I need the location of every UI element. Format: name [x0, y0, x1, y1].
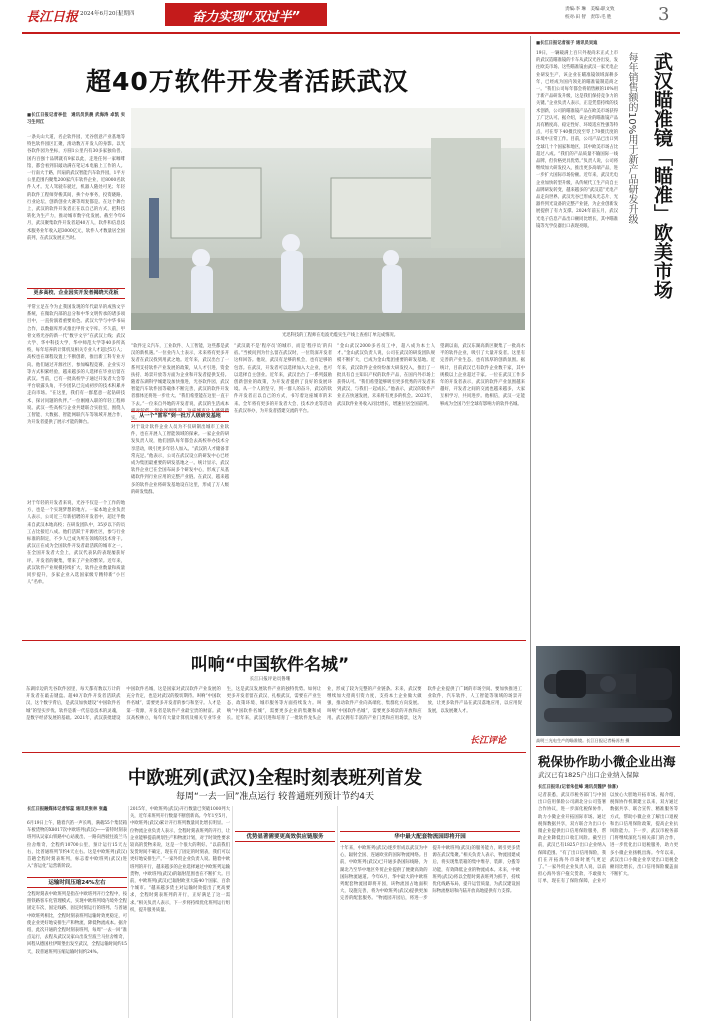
factory-photo	[131, 108, 525, 330]
masthead	[0, 0, 702, 38]
right-column-divider	[530, 36, 531, 1021]
scope-caption: 高明三光电生产的瞄准镜。长江日报记者杨苏杰 摄	[536, 738, 630, 743]
paper-logo: 長江日报	[26, 10, 79, 25]
scope-body: 19日，一辆载满上百只外观尚未正式上市的武汉造瞄准镜的卡车从武汉光谷出发，发往欧美市场。这些瞄准镜由武汉一家光电企业研发生产，该企业在瞄准镜领域深耕多年，已经成为国内领先的瞄准镜制造商之一。“我们公司每年都会将销售额的10%用于新产品研发升级，这是我们保持竞争力的关键。”企业负责人表示，正是凭借持续的技术创新，公司的瞄准镜产品在欧美市场获得了广泛认可。据介绍，该企业的瞄准镜产品具有精度高、稳定性好、环境适应性强等特点，可在零下40摄氏度至零上70摄氏度的环境中正常工作。目前，公司产品已出口到全球几十个国家和地区，其中欧美市场占比超过八成。“我们的产品质量不输国际一线品牌，但价格更具优势。”负责人说，公司将继续加大研发投入，推出更多高端产品，进一步扩大国际市场份额。近年来，武汉光电企业加快转型升级，从传统代工生产向自主品牌研发转变，越来越多的“武汉造”光电产品走向世界。武汉光谷已形成从光芯片、光器件到光设备的完整产业链，为企业创新发展提供了有力支撑。2024年前五月，武汉光电子信息产品出口额同比增长，其中瞄准镜等光学仪器出口表现亮眼。	[536, 51, 618, 229]
rail-subtitle: 每周“一去一回”准点运行 较普通班列预计节约4天	[176, 792, 374, 802]
rail-body3: 2015年，中欧班列(武汉)开行数量已突破1000列大关，近年来班列开行数量不断创新高。今年1至5月，中欧班列(武汉)累计开行班列数量同比增长明显。一位物流企业负责人表示，全程时刻表班列的开行，让企业能够提前规划生产和物流计划，对于时效性要求较高的货物来说，这是一个很大的利好。“以前我们发货时间不确定，现在有了固定的时刻表，我们可以更好地安排生产。”一家外贸企业负责人说。随着中欧班列的开行，越来越多的企业选择通过中欧班列运输货物，中欧班列(武汉)的辐射范围也在不断扩大。目前，中欧班列(武汉)已辐射欧亚大陆40个国家、百余个城市。“越来越多货主对运输时效提出了更高要求，全程时刻表班列的开行，正好满足了这一需求。”相关负责人表示，下一步将持续优化班列运行组织，提升服务质量。	[130, 807, 230, 913]
tax-headline: 税保协作助小微企业出海	[538, 754, 676, 769]
rifle-scope-illustration	[536, 646, 680, 736]
commentary-title: 叫响“中国软件名城”	[190, 655, 350, 675]
masthead-rule	[22, 32, 680, 34]
tax-body: 记者获悉，武汉市税务部门与中国出口信用保险公司湖北分公司签署合作协议，进一步深化税保协作，助力小微企业开拓国际市场。通过税保数据共享，双方联合为出口小微企业提供出口信用保险服务，帮助企业降低出口收汇风险。截至目前，武汉已有1825户出口企业纳入保障范围。“有了出口信用保险，我们在开拓海外市场时底气更足了。”一家外贸企业负责人说，以前担心海外客户拖欠货款，不敢接大订单，现在有了保险保障，企业可以放心大胆地开拓市场。据介绍，税保协作机制建立以来，双方通过数据共享、联合宣传、精准服务等方式，帮助小微企业了解出口退税和出口信用保险政策，提高企业抗风险能力。下一步，武汉市税务部门将继续深化与相关部门的合作，进一步优化出口退税服务，助力更多小微企业扬帆出海。今年以来，武汉出口小微企业享受出口退税金额同比增长，出口信用保险覆盖面不断扩大。	[538, 793, 678, 885]
body-col4: “金山武汉2000多名员工中，超八成为本土人才。”金山武汉负责人说，公司在武汉的研发团队规模不断扩大，已成为金山集团重要的研发基地。近年来，武汉软件企业纷纷加大研发投入，推出了一批具有自主知识产权的软件产品，在国内外市场上获得认可。“我们希望能够吸引更多优秀的开发者来到武汉，与我们一起成长。”他表示，武汉的软件产业正在快速发展，未来将有更多的机会。2023年，武汉软件业务收入同比增长，增速位居全国前列。	[337, 344, 435, 407]
rail-body1: 6月19日上午，随着汽笛一声长鸣，满载55个集装箱车板货物的X8017次中欧班列(武汉)——雷特时刻表班列从吴家山铁路中心站驶出，一路向西驶往波兰马拉舍维奇，全程约10700公里，预计运行15天左右，比普通班列节约4天左右。这是中欧班列(武汉)首趟全程时刻表班列，标志着中欧班列(武汉)进入“客运化”运营新阶段。	[27, 821, 127, 870]
cleanroom-illustration	[131, 108, 525, 330]
commentary-badge: 长江评论	[470, 736, 507, 746]
photo-caption: 光迅科技的工程师在电波光缆实生产线上查看订单完成情况。	[281, 333, 398, 338]
body-col5: 望湖以南，武汉东湖高新区聚集了一批高水平的软件企业，吸引了大量开发者。这里有完善的产业生态，也有浓厚的创新氛围。据统计，目前武汉已有软件企业数千家，其中规模以上企业超过千家。一位在武汉工作多年的开发者表示，武汉的软件产业氛围越来越好，开发者之间的交流也越来越多，大家互相学习、共同进步。他相信，武汉一定能够成为全国乃至全球有影响力的软件名城。	[440, 344, 525, 407]
commentary-byline: 长江日报评论员鲁珊	[249, 677, 291, 682]
col-rule-2	[232, 806, 233, 1018]
scope-byline: ■长江日报记者崔子 通讯员吴迪	[536, 41, 598, 46]
rail-body4: 十年来，中欧班列(武汉)逐步形成以武汉为中心，辐射全国、连通欧亚的国际物流网络。目前，中欧班列(武汉)已开通多条国际线路，为湖北乃至华中地区外贸企业提供了便捷高效的国际物流通道。今年6月，华中最大的中欧班列配套物流园即将开园，该物流园占地面积大，设施完善，将为中欧班列(武汉)提供更加完善的配套服务。“物流园开园后，将进一步提升中欧班列(武汉)的服务能力，吸引更多货源在武汉集聚。”相关负责人表示，物流园建成后，将实现集装箱的集中堆存、装卸、分拨等功能，有效降低企业的物流成本。未来，中欧班列(武汉)将以全程时刻表班列为抓手，持续优化线路布局，提升运营质量，为武汉建设国际物流枢纽和内陆开放高地提供有力支撑。	[340, 846, 520, 902]
byline: ■长江日报记者李佳 通讯员洪晨 武海涛 卓凯 实习生何江	[27, 113, 125, 126]
scope-vertical-sub: 每年销售额的10%用于新产品研发升级	[626, 52, 637, 225]
scope-vertical-title: 武汉瞄准镜「瞄准」欧美市场	[651, 52, 673, 299]
body-col1-lower: 对于年轻的开发者来说，光谷不仅是一个工作的地方，也是一个实现梦想的地方。一家本地企业负责人表示，公司近三年新招聘的开发者中，超过半数来自武汉本地高校；在研发团队中，35岁以下的员工占比接近八成。他们活跃于开源社区，参与行业标准的制定，不少人已成为所在领域的技术骨干。武汉正在成为全国软件开发者最活跃的城市之一。在全国开发者大会上，武汉代表队的表现屡获好评。开发者的聚集，带来了产业的繁荣。近年来，武汉软件产业规模持续扩大，软件企业数量和质量同步提升，多家企业入选国家级专精特新“小巨人”名单。	[27, 501, 125, 586]
col-rule-3	[337, 806, 338, 1018]
col-rule-1	[128, 806, 129, 1018]
scope-photo	[536, 646, 680, 736]
subhead-universities: 更多高校、企业因实开发者揭晓天花板	[33, 290, 119, 296]
rail-body2: 全程时刻表中欧班列是指在中欧班列开行全程中，按照铁路客车化管理模式，实现中欧班列境内境外全程固定车次、固定线路、固定时刻运行的班列。与普通中欧班列相比，全程时刻表班列运输时效更稳定，可使企业更好地安排生产和物流，降低物流成本。据介绍，此次开通的全程时刻表班列，每周“一去一回”准点运行，去程从武汉吴家山出发至波兰马拉舍维奇，回程从德国杜伊斯堡出发至武汉，全程运输时间约15天，较普通班列压缩运输时间约24%。	[27, 892, 127, 955]
rail-body3b	[235, 845, 335, 1019]
rail-head-time: 运输时间压缩24%左右	[48, 880, 106, 886]
subhead-base: 从一个“雷军”到一批万人级研发基地	[139, 413, 221, 419]
issue-date: 2024年6月20日	[80, 11, 121, 17]
commentary-body: 东湖岸边的光谷软件园里，每天都有数以万计的开发者在敲击键盘。超40万软件开发者活跃武汉，这个数字背后，是武汉加快建设“中国软件名城”的坚实步伐。软件是新一代信息技术的灵魂，是数字经济发展的基础。2021年，武汉获批建设中国软件名城，这是国家对武汉软件产业发展的充分肯定，也是对武汉的殷切期待。叫响“中国软件名城”，需要更多开发者的参与和坚守。人才是第一资源，开发者是软件产业最宝贵的财富。武汉高校林立，每年有大量计算机及相关专业毕业生，这是武汉发展软件产业的独特优势。如何让更多开发者留在武汉、扎根武汉，需要在产业生态、政策环境、城市服务等方面持续发力。叫响“中国软件名城”，需要更多企业的集聚和成长。近年来，武汉引进和培育了一批软件龙头企业，形成了较为完整的产业链条。未来，武汉要继续加大招商引资力度，支持本土企业做大做强，推动软件产业向高端化、集群化方向发展。叫响“中国软件名城”，需要更多场景的开放和应用。武汉拥有丰富的产业门类和应用场景，这为软件企业提供了广阔的市场空间。要加快推进工业软件、汽车软件、人工智能等领域的场景开放，让更多软件产品在武汉落地应用，以应用促发展，以发展聚人才。	[26, 687, 522, 721]
section-banner-text: 奋力实现“双过半”	[192, 10, 300, 25]
issue-weekday: 星期四	[118, 11, 135, 17]
page-number: 3	[658, 4, 670, 25]
body-col2-b: 对于设计软件企业人员为不仅研制出城市工业软件，也在开展人工智能领域的探索。一家企业的研发负责人说，他们团队每年都会去高校举办技术分享活动，吸引更多年轻人加入。“武汉的人才储备非常充足。”他表示，公司在武汉设立的研发中心已经成为集团最重要的研发基地之一。统计显示，武汉软件企业已在全国布局多个研发中心，形成了从基础软件到行业应用的完整产业链。在武汉，越来越多的软件企业将研发基地设在这里，形成了万人级的研发集群。	[131, 425, 229, 495]
tax-byline: 长江日报讯(记者朱佳峰 通讯员魏伊 徐喜)	[538, 785, 619, 790]
rail-head-park: 华中最大配套物流园即将开园	[394, 834, 466, 840]
body-col1-b: 平常立足在今为止我国发现的年代最早的成熟文字系统，在微软内部的总分和中华文明传承的诸多项目中，一直扮演着重要角色。武汉大学与中华书局合作，以数据库形式推出甲骨文字库。不久前，甲骨文将光谷的新一代“数字文字”在武汉上线；武汉大学、华中科技大学、华中师范大学等40多所高校，每年培养的计算机及相关专业人才超过5万人；高校也在课程设置上不断创新，推出新工科专业方向。他们通过开源社区、参加编程竞赛、企业实习等方式积累经验，越来越多的人选择在毕业后留在武汉。当前，已有一批高校学子通过开发者大会等平台崭露头角，不少团队已完成初步的技术积累并走向市场。“在这里，我们有一群愿意一起钻研技术、探讨问题的伙伴。”一位刚刚入职的年轻工程师说。武汉一些高校与企业共建联合实验室，围绕人工智能、大数据、智能网联汽车等领域开展合作，为开发者提供了展示才能的舞台。	[27, 305, 125, 426]
headline: 超40万软件开发者活跃武汉	[86, 67, 409, 96]
rail-headline: 中欧班列(武汉)全程时刻表班列首发	[127, 768, 423, 789]
divider-commentary	[22, 640, 526, 641]
rail-head-supply: 优势显著需要更高效供应链服务	[246, 834, 324, 840]
body-col3: “武汉就不是‘程序员’的城市，而是‘程序员’的归宿。”当被问到为什么留在武汉时，一位资深开发者这样回答。他说，武汉有足够的机会，也有足够的包容。在武汉，开发者可以选择加入大企业，也可以选择自主创业。近年来，武汉出台了一系列鼓励创新创业的政策，为开发者提供了良好的发展环境。从一个人的坚守，到一群人的奋斗，武汉的软件开发者正以自己的方式，书写着这座城市的未来。全年将有更多的开发者大会、技术沙龙等活动在武汉举办，为开发者搭建交流的平台。	[234, 344, 332, 414]
rail-byline: 长江日报融媒体记者邹蕊 通讯员张林 张鑫	[27, 807, 108, 812]
divider-tax	[536, 746, 680, 747]
editor-credits: 责编:李 琳 美编:职文致	[565, 7, 615, 12]
divider-rail	[22, 752, 526, 753]
body-col1-a: 一条关山大道，名企软件园，光谷创意产业基地等特色软件园区汇聚，滑动数万开发人的身影。以光谷软件园为坐标，方圆1公里内有30多家独角兽、国内百强十品牌就有9家以此，走进任何一家咖啡馆，都会看到旧敲动满在笔记本电脑上工作的人。一行南大于路，凹扇的武汉智能汽车软件园，1平方公里范围内聚集200家汽车软件企业，近8000名软件人才。无人驾驶车驶过，机器人随处可见；年轻的软件工程师穿梭其间，挨个办事务，投资晓路，行业论坛、创新创业大赛等周复都是。在这个舞台上，武汉的软件开发者正在以自己的方式，把科技转化为生产力，推动城市数字化发展。截至今年6月，武汉聚集软件开发者超40万人，软件和信息技术服务业年收入超3000亿元，软件人才数量居全国前列，在武汉发展正当时。	[27, 135, 125, 241]
proof-credits: 校对:田 智 责印:毛 胜	[565, 15, 612, 20]
tax-subtitle: 武汉已有1825户出口企业纳入保障	[538, 771, 640, 779]
body-col2: “软件定义汽车，工业软件、人工智能，这些都是武汉的新机遇。”一位业内人士表示，未来将有更多开发者在武汉找到用武之地。近年来，武汉出台了一系列支持软件产业发展的政策，从人才引进、资金扶持、场景开放等方面为企业和开发者提供支持。随着东湖科学城建设加快推进，光谷软件园、武汉智能汽车软件园等载体不断完善，武汉的软件开发者群体还将进一步壮大。“我们希望能在这里一直干下去。”一位来自外地的开发者说，武汉的生活成本相对较低，创业氛围浓厚，这座城市让人感到踏实。	[131, 344, 229, 422]
